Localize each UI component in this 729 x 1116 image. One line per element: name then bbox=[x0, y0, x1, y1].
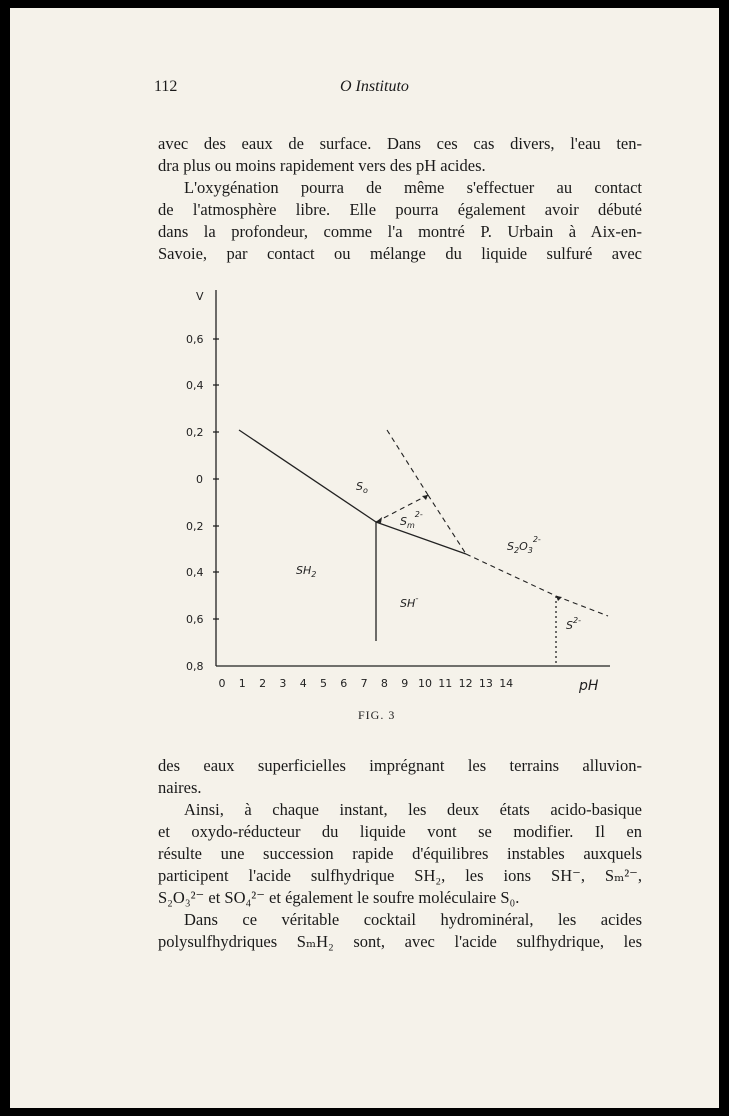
x-tick-label: 3 bbox=[279, 677, 287, 690]
text-line: résulte une succession rapide d'équilibres instables auxquels bbox=[158, 844, 642, 863]
x-tick-label: 11 bbox=[438, 677, 453, 690]
x-tick-label: 0 bbox=[218, 677, 226, 690]
text-line: polysulfhydriques SₘH₂ sont, avec l'acide sulfhydrique, les bbox=[158, 932, 642, 951]
y-tick-label: 0,6 bbox=[186, 613, 204, 626]
text-line: de l'atmosphère libre. Elle pourra également avoir débuté bbox=[158, 200, 642, 219]
region-s2o3-label: $S_2O_3^{2-}$ bbox=[507, 535, 541, 555]
y-tick-label: 0,6 bbox=[186, 333, 204, 346]
text-line: Savoie, par contact ou mélange du liquide sulfuré avec bbox=[158, 244, 642, 263]
x-tick-label: 4 bbox=[299, 677, 307, 690]
boundary-s2-s2o3 bbox=[556, 596, 608, 616]
boundary-s0-s2o3-upper bbox=[387, 430, 428, 495]
x-tick-label: 1 bbox=[238, 677, 246, 690]
x-tick-label: 10 bbox=[418, 677, 432, 690]
boundary-shm-s2o3 bbox=[466, 554, 556, 596]
boundary-s0-shm bbox=[376, 522, 466, 554]
text-line: participent l'acide sulfhydrique SH₂, les ions SH⁻, Sₘ²⁻, bbox=[158, 866, 642, 885]
region-sm-label: $S_m^{2-}$ bbox=[400, 510, 423, 530]
text-line: avec des eaux de surface. Dans ces cas divers, l'eau ten- bbox=[158, 134, 642, 153]
x-tick-label: 9 bbox=[401, 677, 409, 690]
x-axis-label: pH bbox=[579, 678, 599, 694]
y-tick-label: 0,4 bbox=[186, 379, 204, 392]
boundary-sm-s2o3 bbox=[428, 495, 466, 554]
region-shm-label: SH- bbox=[400, 594, 419, 610]
x-tick-label: 14 bbox=[499, 677, 514, 690]
text-line: dans la profondeur, comme l'a montré P. Urbain à Aix-en- bbox=[158, 222, 642, 241]
y-tick-label: 0,2 bbox=[186, 426, 204, 439]
x-tick-label: 8 bbox=[380, 677, 388, 690]
region-s0-label: $S_o$ bbox=[356, 480, 368, 495]
x-tick-label: 5 bbox=[320, 677, 327, 690]
text-line: et oxydo-réducteur du liquide vont se modifier. Il en bbox=[158, 822, 642, 841]
region-s2-label: $S^{2-}$ bbox=[566, 616, 581, 632]
y-tick-label: 0,4 bbox=[186, 566, 204, 579]
y-tick-label: 0,2 bbox=[186, 520, 204, 533]
text-line: dra plus ou moins rapidement vers des pH acides. bbox=[158, 156, 486, 175]
running-title: O Instituto bbox=[340, 78, 409, 95]
paragraph-bottom bbox=[158, 756, 642, 954]
page-number: 112 bbox=[154, 78, 178, 95]
text-line: L'oxygénation pourra de même s'effectuer au contact bbox=[184, 178, 642, 197]
page-sheet bbox=[10, 8, 719, 1108]
text-line: des eaux superficielles imprégnant les terrains alluvion- bbox=[158, 756, 642, 775]
boundary-sh2-s0 bbox=[239, 430, 376, 522]
x-tick-label: 2 bbox=[259, 677, 267, 690]
y-axis-label: V bbox=[196, 290, 204, 303]
y-tick-label: 0 bbox=[196, 473, 203, 486]
text-line: S₂O₃²⁻ et SO₄²⁻ et également le soufre moléculaire S₀. bbox=[158, 888, 520, 907]
text-line: Dans ce véritable cocktail hydrominéral, les acides bbox=[184, 910, 642, 929]
x-tick-label: 13 bbox=[478, 677, 493, 690]
text-line: Ainsi, à chaque instant, les deux états acido-basique bbox=[184, 800, 642, 819]
x-tick-label: 12 bbox=[458, 677, 473, 690]
text-line: naires. bbox=[158, 778, 202, 797]
region-sh2-label: $SH_2$ bbox=[296, 564, 317, 579]
x-tick-label: 6 bbox=[340, 677, 348, 690]
figure-caption: FIG. 3 bbox=[358, 708, 396, 722]
x-tick-label: 7 bbox=[360, 677, 368, 690]
y-tick-label: 0,8 bbox=[186, 660, 204, 673]
